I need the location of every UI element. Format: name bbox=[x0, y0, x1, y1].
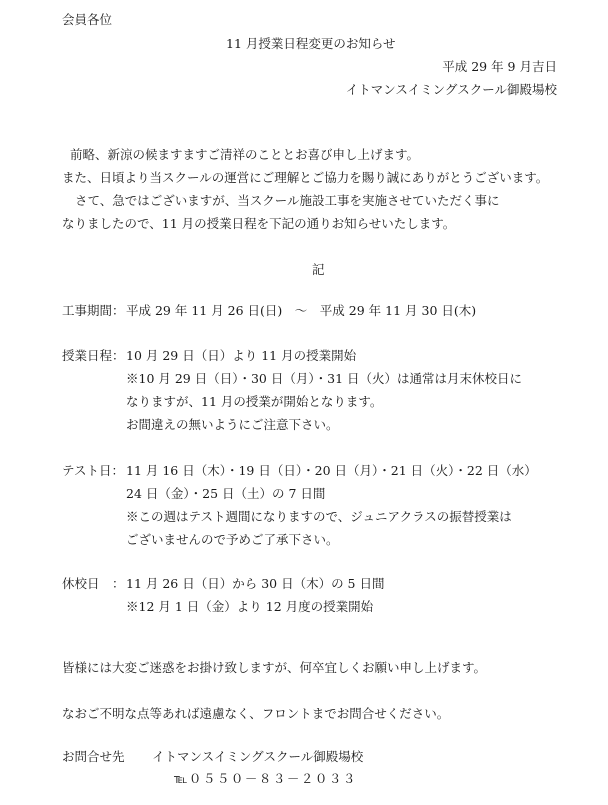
addressee: 会員各位 bbox=[62, 12, 113, 27]
construction-label: 工事期間： bbox=[62, 303, 125, 318]
contact-phone: ℡０５５０－８３－２０３３ bbox=[174, 771, 357, 786]
intro-line-1: 前略、新涼の候ますますご清祥のこととお喜び申し上げます。 bbox=[70, 147, 420, 162]
intro-line-2: また、日頃より当スクールの運営にご理解とご協力を賜り誠にありがとうございます。 bbox=[62, 170, 549, 185]
notice-title: 11 月授業日程変更のお知らせ bbox=[226, 36, 396, 51]
closure-note: ※12 月 1 日（金）より 12 月度の授業開始 bbox=[126, 599, 374, 614]
test-note-2: ございませんので予めご了承下さい。 bbox=[126, 532, 339, 547]
test-days-2: 24 日（金）・25 日（土）の 7 日間 bbox=[126, 486, 326, 501]
ki-heading: 記 bbox=[312, 262, 325, 277]
closing-apology: 皆様には大変ご迷惑をお掛け致しますが、何卒宜しくお願い申し上げます。 bbox=[62, 660, 487, 675]
closure-label: 休校日 ： bbox=[62, 576, 125, 591]
issue-date: 平成 29 年 9 月吉日 bbox=[442, 59, 557, 74]
closure-days: 11 月 26 日（日）から 30 日（木）の 5 日間 bbox=[126, 576, 385, 591]
sender-name: イトマンスイミングスクール御殿場校 bbox=[345, 82, 557, 97]
contact-label: お問合せ先 bbox=[62, 749, 125, 764]
schedule-note-2: なりますが、11 月の授業が開始となります。 bbox=[126, 394, 383, 409]
intro-line-3: さて、急ではございますが、当スクール施設工事を実施させていただく事に bbox=[75, 193, 500, 208]
schedule-start: 10 月 29 日（日）より 11 月の授業開始 bbox=[126, 348, 357, 363]
test-days-1: 11 月 16 日（木）・19 日（日）・20 日（月）・21 日（火）・22 日（水） bbox=[126, 463, 537, 478]
closing-inquiry: なおご不明な点等あれば遠慮なく、フロントまでお問合せください。 bbox=[62, 706, 450, 721]
test-note-1: ※この週はテスト週間になりますので、ジュニアクラスの振替授業は bbox=[126, 509, 512, 524]
schedule-note-1: ※10 月 29 日（日）・30 日（月）・31 日（火）は通常は月末休校日に bbox=[126, 371, 522, 386]
intro-line-4: なりましたので、11 月の授業日程を下記の通りお知らせいたします。 bbox=[62, 216, 456, 231]
schedule-note-3: お間違えの無いようにご注意下さい。 bbox=[126, 417, 339, 432]
construction-period: 平成 29 年 11 月 26 日(日) ～ 平成 29 年 11 月 30 日(木) bbox=[126, 303, 477, 318]
contact-school-name: イトマンスイミングスクール御殿場校 bbox=[152, 749, 364, 764]
test-label: テスト日： bbox=[62, 463, 125, 478]
schedule-label: 授業日程： bbox=[62, 348, 125, 363]
